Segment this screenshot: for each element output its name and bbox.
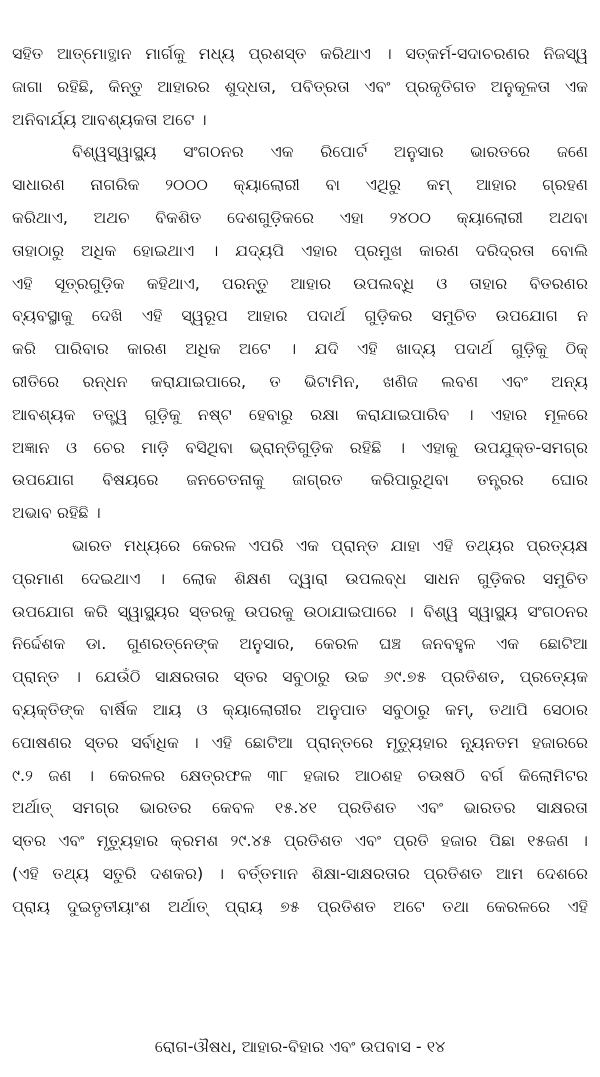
text-line: କରି ପାରିବାର କାରଣ ଅଧିକ ଅଟେ । ଯଦି ଏହି ଖାଦ୍ୟ ପଦାର୍ଥ ଗୁଡ଼ିକୁ ଠିକ୍ xyxy=(12,339,588,359)
text-line: ନିର୍ଦ୍ଦେଶକ ଡା. ଗୁଣରତ୍ନେଙ୍କ ଅନୁସାର, କେରଳ ଘଞ୍ଚ ଜନବହୁଳ ଏକ ଛୋଟିଆ xyxy=(12,634,588,654)
text-line: ଭାରତ ମଧ୍ୟରେ କେରଳ ଏପରି ଏକ ପ୍ରାନ୍ତ ଯାହା ଏହି ତଥ୍ୟର ପ୍ରତ୍ୟକ୍ଷ xyxy=(72,535,588,555)
text-line: ସହିତ ଆତ୍ମୋତ୍ଥାନ ମାର୍ଗକୁ ମଧ୍ୟ ପ୍ରଶସ୍ତ କରିଥାଏ । ସତ୍‌କର୍ମ-ସଦାଚରଣର ନିଜସ୍ୱ xyxy=(12,44,588,63)
text-line: ଅଜ୍ଞାନ ଓ ଚେର ମାଡ଼ି ବସିଥିବା ଭ୍ରାନ୍ତିଗୁଡ଼ିକ ରହିଛି । ଏହାକୁ ଉପଯୁକ୍ତ-ସମଗ୍ର xyxy=(12,437,588,457)
text-line: ଅର୍ଥାତ୍ ସମଗ୍ର ଭାରତର କେବଳ ୧୫.୪୧ ପ୍ରତିଶତ ଏବଂ ଭାରତର ସାକ୍ଷରତା xyxy=(12,798,588,818)
text-line: ବ୍ୟବସ୍ଥାକୁ ଦେଖି ଏହି ସ୍ୱରୂପ ଆହାର ପଦାର୍ଥ ଗୁଡ଼ିକର ସମୁଚିତ ଉପଯୋଗ ନ xyxy=(12,306,588,326)
text-line: ପ୍ରାୟ ଦୁଇତୃତୀୟାଂଶ ଅର୍ଥାତ୍ ପ୍ରାୟ ୭୫ ପ୍ରତିଶତ ଅଟେ ତଥା କେରଳରେ ଏହି xyxy=(12,896,588,916)
text-line: ପ୍ରାନ୍ତ । ଯେଉଁଠି ସାକ୍ଷରତାର ସ୍ତର ସବୁଠାରୁ ଉଚ୍ଚ ୬୯.୭୫ ପ୍ରତିଶତ, ପ୍ରତ୍ୟେକ xyxy=(12,667,588,687)
text-line: ଜାଗା ରହିଛି, କିନ୍ତୁ ଆହାରର ଶୁଦ୍ଧତା, ପବିତ୍ରତା ଏବଂ ପ୍ରକୃତିଗତ ଅନୁକୂଳତା ଏକ xyxy=(12,76,588,96)
text-line: କରିଥାଏ, ଅଥଚ ବିକଶିତ ଦେଶଗୁଡ଼ିକରେ ଏହା ୨୪୦୦ କ୍ୟାଲୋରୀ ଅଥବା xyxy=(12,207,588,227)
text-line: ଉପଯୋଗ ବିଷୟରେ ଜନଚେତନାକୁ ଜାଗ୍ରତ କରିପାରୁଥିବା ତନ୍ତ୍ରର ଘୋର xyxy=(12,470,588,490)
text-line: ପ୍ରମାଣ ଦେଇଥାଏ । ଲୋକ ଶିକ୍ଷଣ ଦ୍ୱାରା ଉପଲବ୍ଧ ସାଧନ ଗୁଡ଼ିକର ସମୁଚିତ xyxy=(12,568,588,588)
text-line: ଏହି ସୂତ୍ରଗୁଡ଼ିକ କହିଥାଏ, ପରନ୍ତୁ ଆହାର ଉପଲବ୍ଧି ଓ ତାହାର ବିତରଣର xyxy=(12,273,588,293)
text-line: ବିଶ୍ୱସ୍ୱାସ୍ଥ୍ୟ ସଂଗଠନର ଏକ ରିପୋର୍ଟ ଅନୁସାର ଭାରତରେ ଜଣେ xyxy=(72,142,588,162)
text-line: ରୀତିରେ ରନ୍ଧନ କରାଯାଇପାରେ, ତ ଭିଟାମିନ, ଖଣିଜ ଲବଣ ଏବଂ ଅନ୍ୟ xyxy=(12,371,588,391)
body-text xyxy=(12,38,588,924)
text-line: ଆବଶ୍ୟକ ତତ୍ତ୍ୱ ଗୁଡ଼ିକୁ ନଷ୍ଟ ହେବାରୁ ରକ୍ଷା କରାଯାଇପାରିବ । ଏହାର ମୂଳରେ xyxy=(12,404,588,424)
text-line: ସ୍ତର ଏବଂ ମୃତ୍ୟୁହାର କ୍ରମଶ ୨୯.୪୫ ପ୍ରତିଶତ ଏବଂ ପ୍ରତି ହଜାର ପିଛା ୧୫ଜଣ । xyxy=(12,831,588,851)
text-line: (ଏହି ତଥ୍ୟ ସତୁରି ଦଶକର) । ବର୍ତ୍ତମାନ ଶିକ୍ଷା-ସାକ୍ଷରତାର ପ୍ରତିଶତ ଆମ ଦେଶରେ xyxy=(12,863,588,883)
text-line: ଉପଯୋଗ କରି ସ୍ୱାସ୍ଥ୍ୟର ସ୍ତରକୁ ଉପରକୁ ଉଠାଯାଇପାରେ । ବିଶ୍ୱ ସ୍ୱାସ୍ଥ୍ୟ ସଂଗଠନର xyxy=(12,601,588,621)
text-line: ଅନିବାର୍ଯ୍ୟ ଆବଶ୍ୟକତା ଅଟେ । xyxy=(12,109,207,129)
text-line: ବ୍ୟକ୍ତିଙ୍କ ବାର୍ଷିକ ଆୟ ଓ କ୍ୟାଲୋରୀର ଅନୁପାତ ସବୁଠାରୁ କମ୍, ତଥାପି ସେଠାର xyxy=(12,699,588,719)
paragraph-1 xyxy=(12,38,588,136)
text-line: ତାହାଠାରୁ ଅଧିକ ହୋଇଥାଏ । ଯଦ୍ୟପି ଏହାର ପ୍ରମୁଖ କାରଣ ଦରିଦ୍ରତା ବୋଲି xyxy=(12,240,588,260)
page-footer: ରୋଗ-ଔଷଧ, ଆହାର-ବିହାର ଏବଂ ଉପବାସ - ୧୪ xyxy=(154,1037,446,1056)
text-line: ୯.୨ ଜଣ । କେରଳର କ୍ଷେତ୍ରଫଳ ୩୮ ହଜାର ଆଠଶହ ଚଉଷଠି ବର୍ଗ କିଲୋମିଟର xyxy=(12,765,588,785)
paragraph-2 xyxy=(12,136,588,530)
text-line: ସାଧାରଣ ନାଗରିକ ୨୦୦୦ କ୍ୟାଲୋରୀ ବା ଏଥିରୁ କମ୍ ଆହାର ଗ୍ରହଣ xyxy=(12,175,588,195)
paragraph-3 xyxy=(12,530,588,924)
text-line: ପୋଷଣର ସ୍ତର ସର୍ବାଧିକ । ଏହି ଛୋଟିଆ ପ୍ରାନ୍ତରେ ମୃତ୍ୟୁହାର ନ୍ୟୂନତମ ହଜାରରେ xyxy=(12,732,588,752)
text-line: ଅଭାବ ରହିଛି । xyxy=(12,503,101,523)
